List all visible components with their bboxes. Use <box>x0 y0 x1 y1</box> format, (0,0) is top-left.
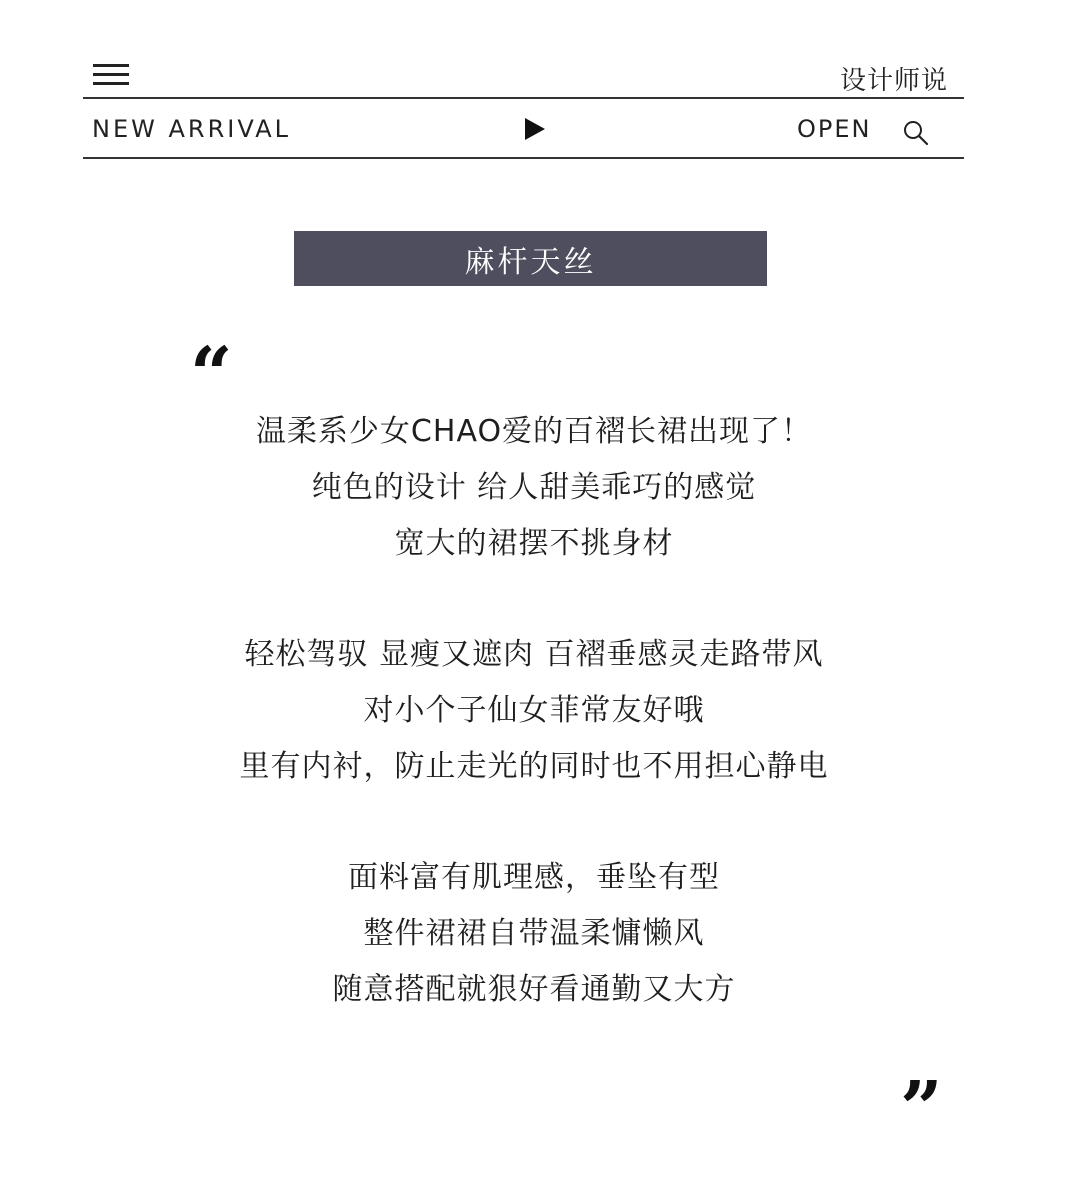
open-quote-mark: “ <box>190 332 233 418</box>
description-line: 对小个子仙女菲常友好哦 <box>363 693 705 728</box>
description-line: 宽大的裙摆不挑身材 <box>394 526 674 561</box>
description-line: 纯色的设计 给人甜美乖巧的感觉 <box>311 470 757 505</box>
description-line: 随意搭配就狠好看通勤又大方 <box>332 972 736 1007</box>
designer-says-link[interactable]: 设计师说 <box>839 66 948 96</box>
search-icon[interactable] <box>901 118 931 148</box>
description-line: 面料富有肌理感，垂坠有型 <box>348 860 720 895</box>
close-quote-mark: ” <box>900 1066 943 1152</box>
description-block-1 <box>0 404 1068 572</box>
play-icon[interactable] <box>525 118 545 140</box>
top-header <box>83 56 964 160</box>
new-arrival-label: NEW ARRIVAL <box>92 115 291 143</box>
description-line: 轻松驾驭 显瘦又遮肉 百褶垂感灵走路带风 <box>244 637 824 672</box>
description-block-3 <box>0 850 1068 1018</box>
hamburger-menu-icon[interactable] <box>93 64 129 86</box>
description-line: 温柔系少女CHAO爱的百褶长裙出现了！ <box>255 414 813 449</box>
product-title: 麻杆天丝 <box>464 244 597 280</box>
open-button[interactable]: OPEN <box>797 115 872 143</box>
description-block-2 <box>0 627 1068 795</box>
header-divider-top <box>83 97 964 99</box>
header-divider-bottom <box>83 157 964 159</box>
product-title-banner <box>294 231 767 286</box>
description-line: 整件裙裙自带温柔慵懒风 <box>363 916 705 951</box>
description-line: 里有内衬，防止走光的同时也不用担心静电 <box>239 749 829 784</box>
